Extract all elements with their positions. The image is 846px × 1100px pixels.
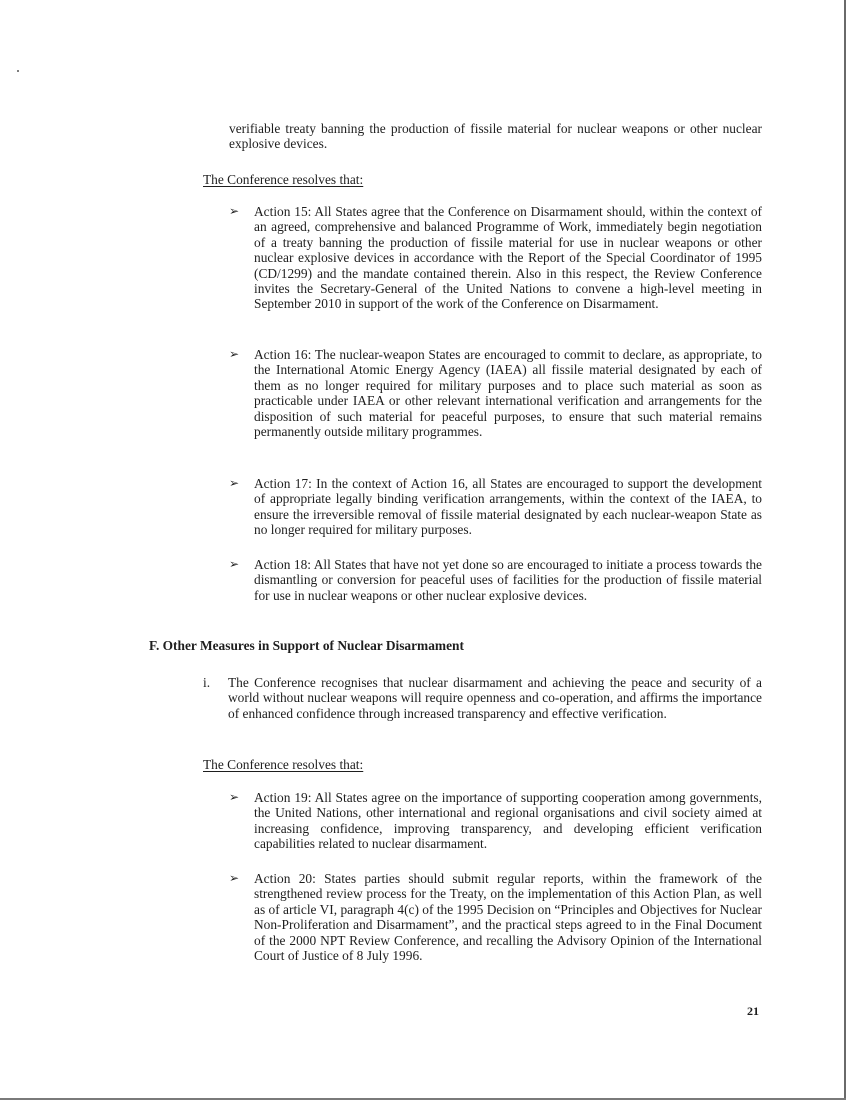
section-heading: F. Other Measures in Support of Nuclear Disarmament <box>149 638 464 653</box>
arrow-bullet-icon: ➢ <box>229 476 240 490</box>
item-number: i. <box>203 675 211 690</box>
item-text: The Conference recognises that nuclear disarmament and achieving the peace and security of a world without nuclear weapons will require openness and co-operation, and affirms the importance of enhanced confidence through increased transparency and effective verification. <box>228 675 762 721</box>
action-text: Action 18: All States that have not yet done so are encouraged to initiate a process towards the dismantling or conversion for peaceful uses of facilities for the production of fissile material for use in nuclear weapons or other nuclear explosive devices. <box>254 557 762 603</box>
action-text: Action 16: The nuclear-weapon States are encouraged to commit to declare, as appropriate, to the International Atomic Energy Agency (IAEA) all fissile material designated by each of them as no longer required for military purposes and to place such material as soon as practicable under IAEA or other relevant international verification and arrangements for the disposition of such material for peaceful purposes, to ensure that such material remains permanently outside military programmes. <box>254 347 762 440</box>
continuation-paragraph: verifiable treaty banning the production of fissile material for nuclear weapons or other nuclear explosive devices. <box>229 121 762 152</box>
resolves-label: The Conference resolves that: <box>203 172 364 187</box>
action-text: Action 19: All States agree on the importance of supporting cooperation among governments, the United Nations, other international and regional organisations and civil society aimed at increasing confidence, improving transparency, and developing efficient verification capabilities related to nuclear disarmament. <box>254 790 762 852</box>
arrow-bullet-icon: ➢ <box>229 204 240 218</box>
page-number: 21 <box>747 1004 759 1018</box>
action-text: Action 17: In the context of Action 16, all States are encouraged to support the development of appropriate legally binding verification arrangements, within the context of the IAEA, to ensure the irreversible removal of fissile material designated by each nuclear-weapon State as no longer required for military purposes. <box>254 476 762 538</box>
arrow-bullet-icon: ➢ <box>229 557 240 571</box>
arrow-bullet-icon: ➢ <box>229 871 240 885</box>
resolves-label: The Conference resolves that: <box>203 757 364 772</box>
action-text: Action 20: States parties should submit regular reports, within the framework of the strengthened review process for the Treaty, on the implementation of this Action Plan, as well as of article VI, paragraph 4(c) of the 1995 Decision on “Principles and Objectives for Nuclear Non-Proliferation and Disarmament”, and the practical steps agreed to in the Final Document of the 2000 NPT Review Conference, and recalling the Advisory Opinion of the International Court of Justice of 8 July 1996. <box>254 871 762 964</box>
arrow-bullet-icon: ➢ <box>229 347 240 361</box>
arrow-bullet-icon: ➢ <box>229 790 240 804</box>
action-text: Action 15: All States agree that the Conference on Disarmament should, within the context of an agreed, comprehensive and balanced Programme of Work, immediately begin negotiation of a treaty banning the production of fissile material for use in nuclear weapons or other nuclear explosive devices in accordance with the Report of the Special Coordinator of 1995 (CD/1299) and the mandate contained therein. Also in this respect, the Review Conference invites the Secretary-General of the United Nations to convene a high-level meeting in September 2010 in support of the work of the Conference on Disarmament. <box>254 204 762 312</box>
